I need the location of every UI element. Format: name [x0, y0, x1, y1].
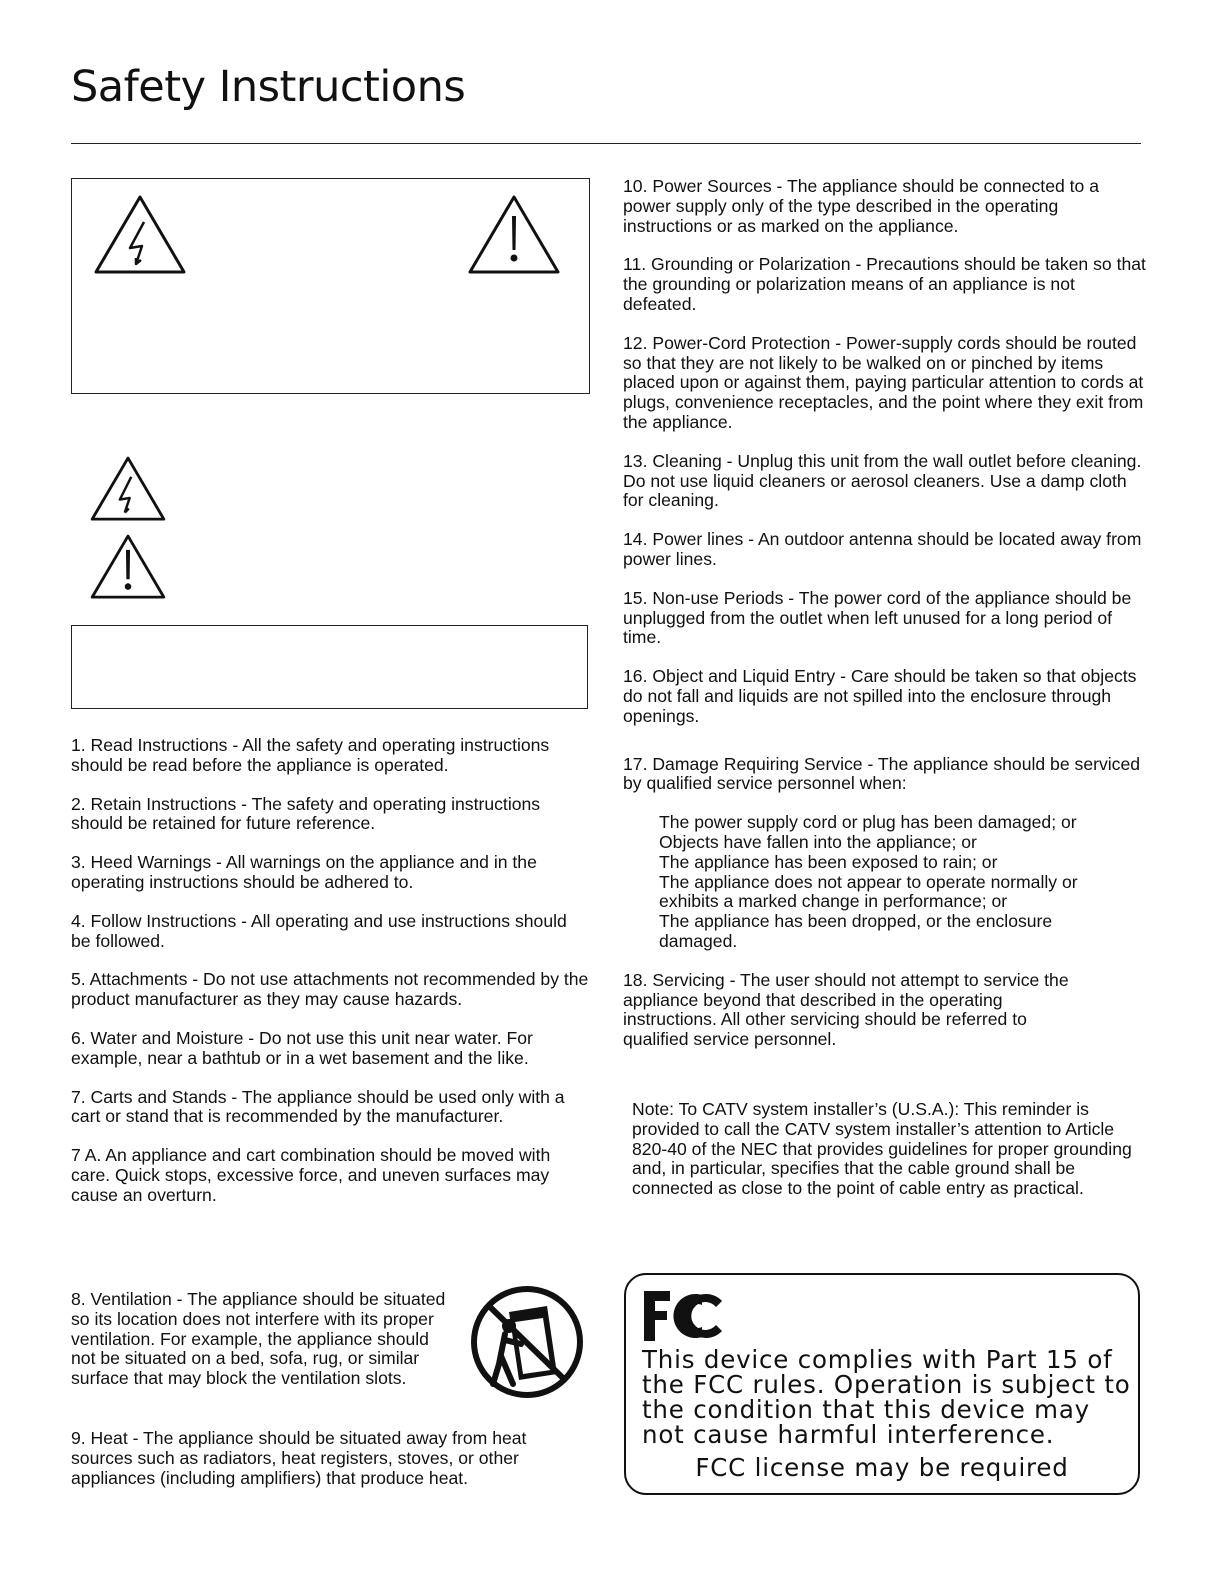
exclamation-warning-icon [88, 532, 168, 602]
list-item: Objects have fallen into the appliance; or [659, 831, 977, 852]
list-item: The appliance does not appear to operate normally or exhibits a marked change in performance; or [659, 871, 1078, 912]
fcc-logo [640, 1287, 728, 1345]
lightning-warning-icon [88, 454, 168, 524]
list-item: The power supply cord or plug has been damaged; or [659, 812, 1077, 833]
list-item: 13. Cleaning - Unplug this unit from the wall outlet before cleaning. Do not use liquid cleaners or aerosol cleaners. Use a damp cloth for cleaning. [623, 450, 1142, 511]
list-item: 7. Carts and Stands - The appliance should be used only with a cart or stand that is recommended by the manufacturer. [71, 1086, 565, 1127]
list-item: The appliance has been exposed to rain; or [659, 851, 998, 872]
catv-note-text: Note: To CATV system installer’s (U.S.A.): This reminder is provided to call the CATV system installer’s attention to Article 820-40 of the NEC that provides guidelines for proper grounding and, in particular, specifies that the cable ground shall be connected as close to the point of cable entry as practical. [632, 1099, 1132, 1199]
left-items-column [71, 736, 591, 1206]
list-item: 5. Attachments - Do not use attachments not recommended by the product manufacturer as they may cause hazards. [71, 969, 589, 1010]
list-item: 11. Grounding or Polarization - Precautions should be taken so that the grounding or polarization means of an appliance is not defeated. [623, 254, 1146, 314]
list-item: 15. Non-use Periods - The power cord of the appliance should be unplugged from the outlet when left unused for a long period of time. [623, 587, 1132, 648]
no-blocking-ventilation-icon [469, 1284, 585, 1400]
lightning-warning-icon [92, 192, 188, 278]
heat-item [71, 1429, 591, 1488]
service-conditions [623, 813, 1129, 952]
list-item: 4. Follow Instructions - All operating and use instructions should be followed. [71, 910, 567, 951]
list-item: 17. Damage Requiring Service - The appliance should be serviced by qualified service personnel when: [623, 753, 1141, 794]
catv-note [632, 1100, 1137, 1199]
list-item: 18. Servicing - The user should not attempt to service the appliance beyond that described in the operating instructions. All other servicing should be referred to qualified service personnel. [623, 969, 1069, 1050]
list-item: 10. Power Sources - The appliance should be connected to a power supply only of the type described in the operating instructions or as marked on the appliance. [623, 176, 1099, 236]
list-item: 12. Power-Cord Protection - Power-supply cords should be routed so that they are not likely to be walked on or pinched by items placed upon or against them, paying particular attention to cords at plugs, convenience receptacles, and the point where they exit from the appliance. [623, 332, 1144, 432]
list-item: 14. Power lines - An outdoor antenna should be located away from power lines. [623, 529, 1142, 569]
list-item: 8. Ventilation - The appliance should be situated so its location does not interfere with its proper ventilation. For example, the appliance should not be situated on a bed, sofa, rug, or similar surface that may block the ventilation slots. [71, 1289, 446, 1389]
ventilation-item [71, 1290, 451, 1389]
list-item: 7 A. An appliance and cart combination should be moved with care. Quick stops, excessive force, and uneven surfaces may cause an overturn. [71, 1145, 551, 1205]
list-item: 9. Heat - The appliance should be situated away from heat sources such as radiators, heat registers, stoves, or other appliances (including amplifiers) that produce heat. [71, 1428, 527, 1488]
list-item: 2. Retain Instructions - The safety and operating instructions should be retained for future reference. [71, 793, 541, 834]
notice-box [71, 625, 588, 709]
list-item: The appliance has been dropped, or the enclosure damaged. [659, 911, 1053, 951]
exclamation-warning-icon [466, 192, 562, 278]
fcc-license-note: FCC license may be required [695, 1453, 1069, 1482]
right-items-column [623, 177, 1148, 1050]
fcc-statement: This device complies with Part 15 of the FCC rules. Operation is subject to the condition that this device may not cause harmful interference. [642, 1345, 1131, 1449]
title-divider [71, 143, 1141, 144]
list-item: 6. Water and Moisture - Do not use this unit near water. For example, near a bathtub or in a wet basement and the like. [71, 1027, 533, 1068]
list-item: 1. Read Instructions - All the safety and operating instructions should be read before the appliance is operated. [71, 735, 550, 775]
list-item: 3. Heed Warnings - All warnings on the appliance and in the operating instructions should be adhered to. [71, 852, 537, 892]
page-title: Safety Instructions [71, 62, 466, 112]
list-item: 16. Object and Liquid Entry - Care should be taken so that objects do not fall and liquids are not spilled into the enclosure through openings. [623, 666, 1137, 726]
